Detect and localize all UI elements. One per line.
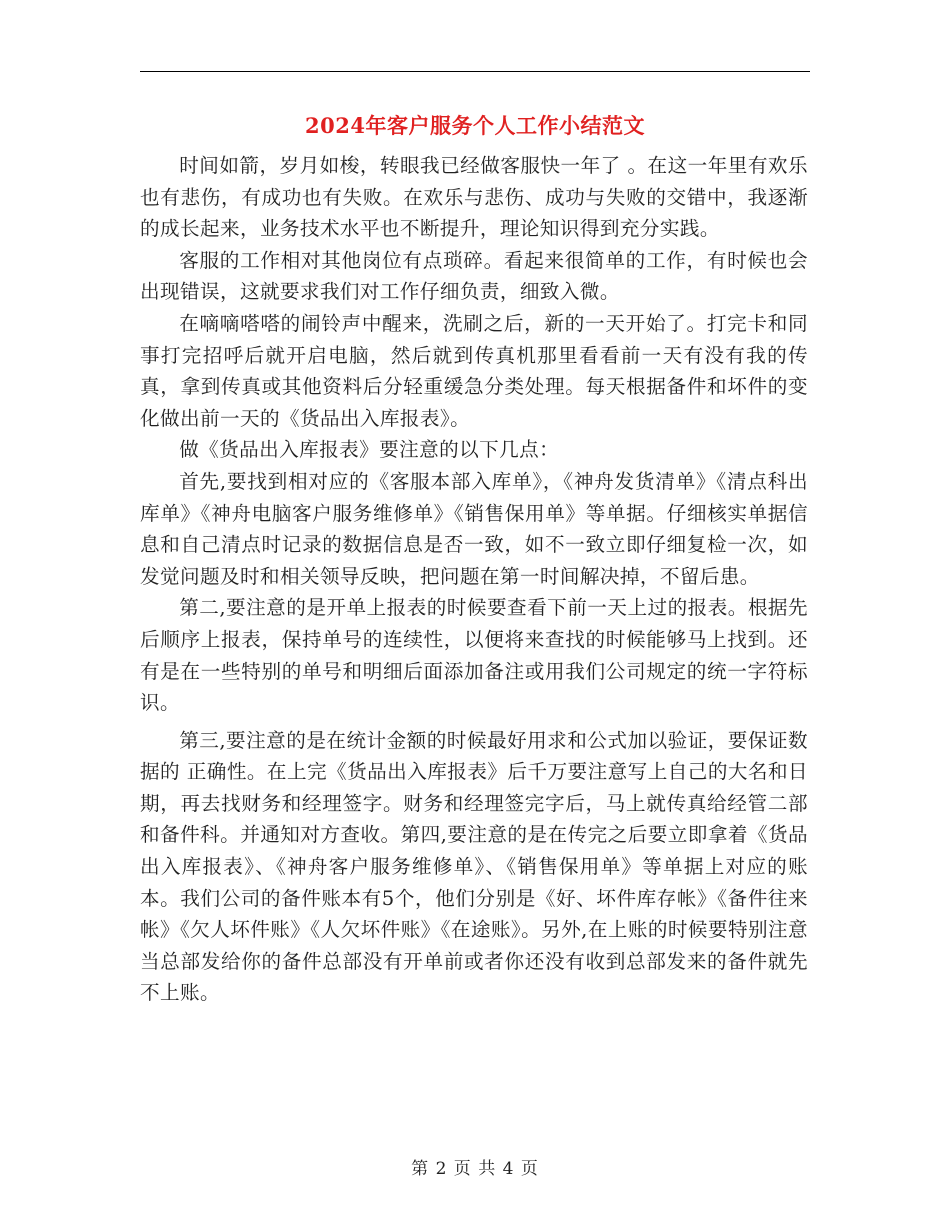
paragraph-daily-routine: 在嘀嘀嗒嗒的闹铃声中醒来，洗刷之后，新的一天开始了。打完卡和同事打完招呼后就开启电脑，然后就到传真机那里看看前一天有没有我的传真，拿到传真或其他资料后分轻重缓急分类处理。每天根据备件和坏件的变化做出前一天的《货品出入库报表》。 xyxy=(140,311,808,430)
document-body xyxy=(140,150,808,1009)
paragraph-job-nature: 客服的工作相对其他岗位有点琐碎。看起来很简单的工作，有时候也会出现错误，这就要求我们对工作仔细负责，细致入微。 xyxy=(140,248,808,304)
paragraph-intro: 时间如箭，岁月如梭，转眼我已经做客服快一年了 。在这一年里有欢乐也有悲伤，有成功也有失败。在欢乐与悲伤、成功与失败的交错中，我逐渐的成长起来，业务技术水平也不断提升，理论知识得到充分实践。 xyxy=(140,154,808,241)
page-number-footer: 第 2 页 共 4 页 xyxy=(411,1159,539,1179)
paragraph-second-point: 第二,要注意的是开单上报表的时候要查看下前一天上过的报表。根据先后顺序上报表，保持单号的连续性，以便将来查找的时候能够马上找到。还有是在一些特别的单号和明细后面添加备注或用我们公司规定的统一字符标识。 xyxy=(140,596,808,715)
paragraph-report-points: 做《货品出入库报表》要注意的以下几点： xyxy=(179,438,560,462)
paragraph-first-point: 首先,要找到相对应的《客服本部入库单》，《神舟发货清单》《清点科出库单》《神舟电脑客户服务维修单》《销售保用单》等单据。仔细核实单据信息和自己清点时记录的数据信息是否一致，如不一致立即仔细复检一次，如发觉问题及时和相关领导反映，把问题在第一时间解决掉，不留后患。 xyxy=(140,469,808,588)
document-title: 2024年客户服务个人工作小结范文 xyxy=(305,113,645,138)
paragraph-third-fourth-point: 第三,要注意的是在统计金额的时候最好用求和公式加以验证，要保证数据的 正确性。在上完《货品出入库报表》后千万要注意写上自己的大名和日期，再去找财务和经理签字。财务和经理签完字后，马上就传真给经管二部和备件科。并通知对方查收。第四,要注意的是在传完之后要立即拿着《货品出入库报表》、《神舟客户服务维修单》、《销售保用单》等单据上对应的账本。我们公司的备件账本有5个，他们分别是《好、坏件库存帐》《备件往来帐》《欠人坏件账》《人欠坏件账》《在途账》。另外,在上账的时候要特别注意当总部发给你的备件总部没有开单前或者你还没有收到总部发来的备件就先不上账。 xyxy=(140,728,808,1005)
header-rule xyxy=(140,71,810,72)
